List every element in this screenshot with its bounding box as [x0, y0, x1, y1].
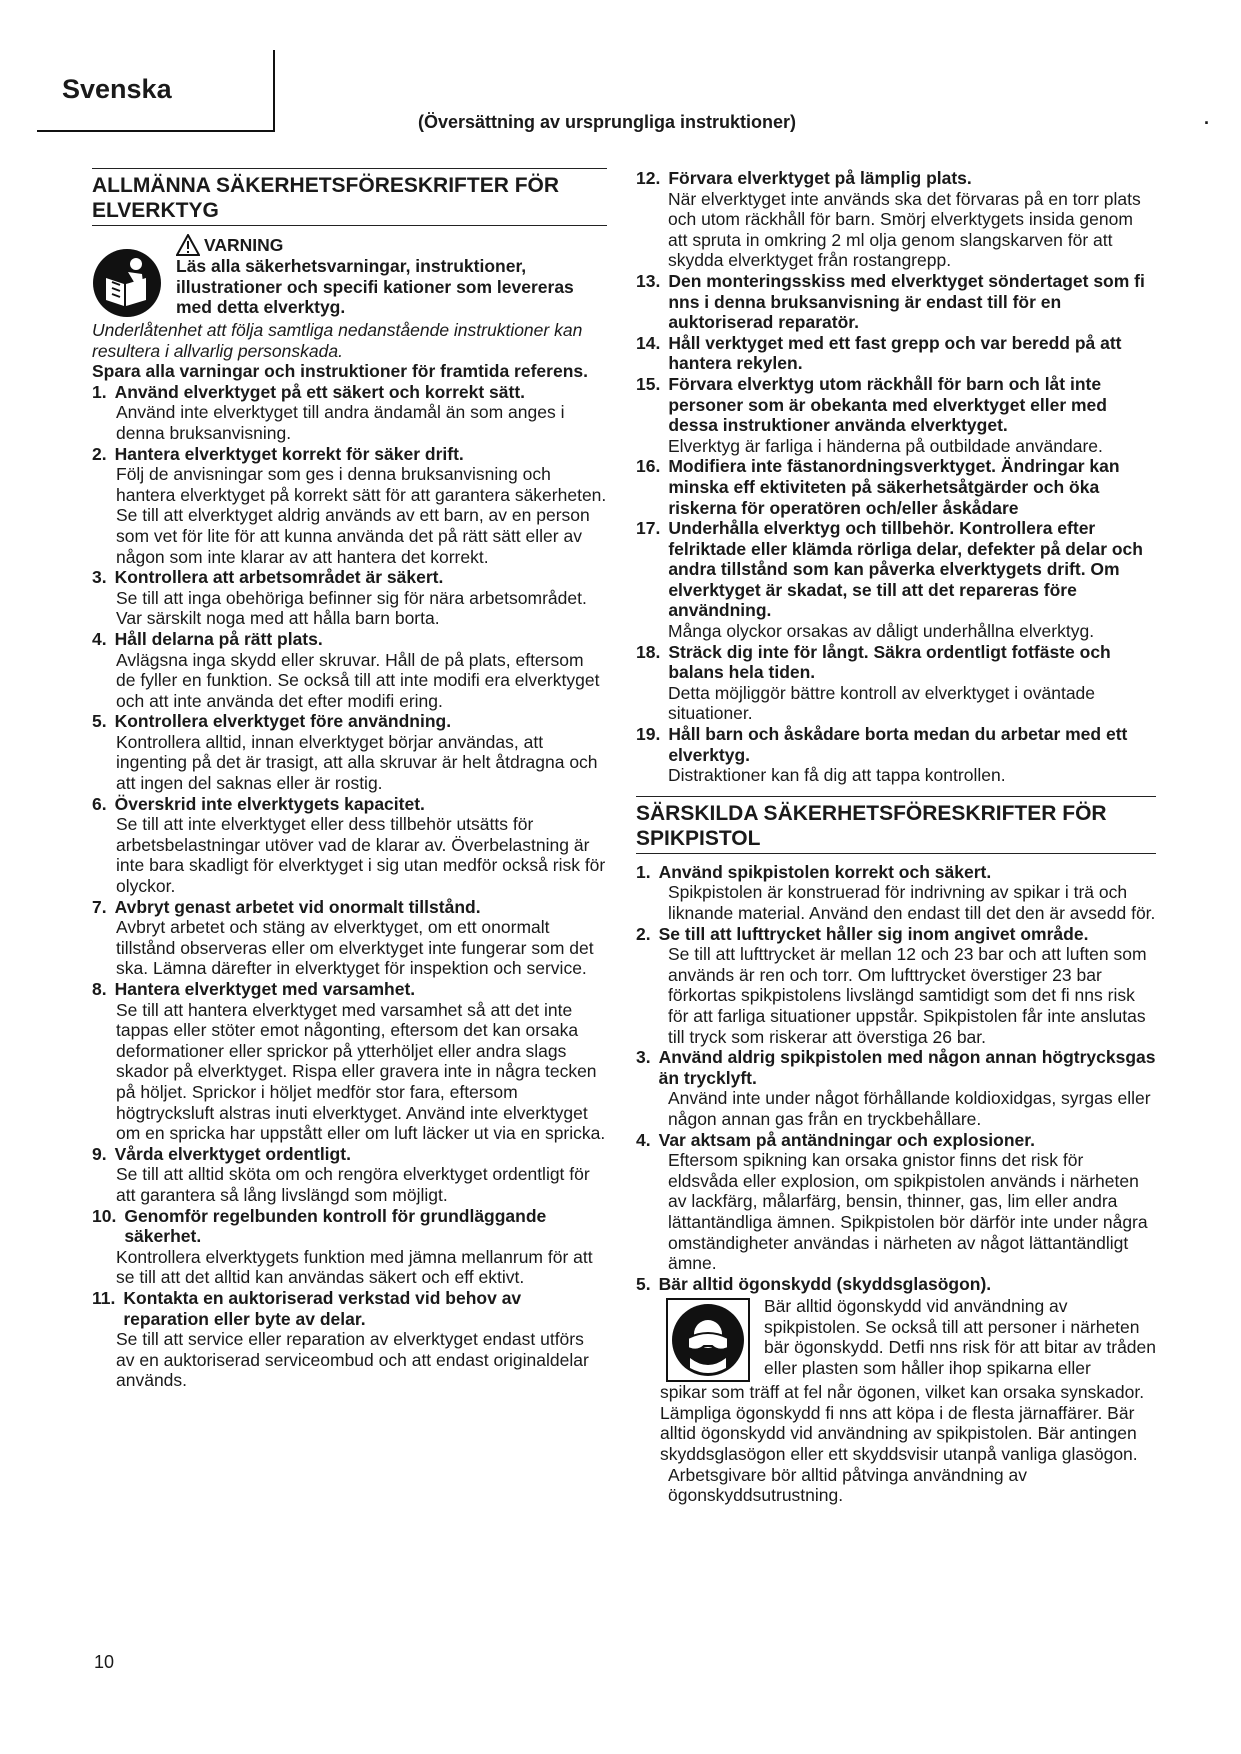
list-item-heading: Hantera elverktyget korrekt för säker drift. [114, 443, 464, 464]
right-item-list [636, 168, 1156, 786]
warning-heading [176, 234, 607, 256]
list-item-body: Elverktyg är farliga i händerna på outbildade användare. [668, 435, 1103, 456]
left-item-list [92, 382, 607, 1391]
list-item-number: 1. [636, 861, 651, 882]
list-item-head [92, 382, 607, 403]
list-item-number: 16. [636, 456, 661, 477]
list-item-heading: Vårda elverktyget ordentligt. [114, 1143, 351, 1164]
warning-label: VARNING [204, 234, 284, 255]
nailer-item-list [636, 862, 1156, 1274]
list-item-heading: Modifiera inte fästanordningsverktyget. Ändringar kan minska eff ektiviteten på säkerhetsåtgärder och öka riskerna för operatören och/eller åskådare [668, 456, 1120, 518]
list-item-head [636, 924, 1156, 945]
list-item-number: 2. [636, 923, 651, 944]
list-item-head [636, 168, 1156, 189]
item-5-employer-text: Arbetsgivare bör alltid påtvinga användning av ögonskyddsutrustning. [668, 1464, 1027, 1506]
list-item-body: Se till att hantera elverktyget med varsamhet så att det inte tappas eller stöter emot någonting, eftersom det kan orsaka deformationer eller sprickor på ytterhöljet eller andra slags skador på elverktyget. Rispa eller gravera inte in några tecken på höljet. Sprickor i höljet medför stor fara, eftersom högtrycksluft alstras inuti elverktyget. Använd inte elverktyget om en spricka har uppstått eller om luft läcker ut via en spricka. [116, 999, 606, 1144]
right-column [636, 168, 1156, 1506]
list-item-body: Se till att lufttrycket är mellan 12 och 23 bar och att luften som används är ren och torr. Om lufttrycket överstiger 23 bar förkortas spikpistolens livslängd samtidigt som det fi nns risk för att farliga situationer uppstår. Spikpistolen får inte anslutas till tryck som riskerar att överstiga 26 bar. [668, 944, 1147, 1047]
nailer-safety-title: SÄRSKILDA SÄKERHETSFÖRESKRIFTER FÖR SPIKPISTOL [636, 797, 1156, 854]
list-item-head [92, 567, 607, 588]
list-item-head [636, 724, 1156, 765]
intro-bold: Spara alla varningar och instruktioner för framtida referens. [92, 361, 588, 382]
list-item-number: 17. [636, 518, 661, 539]
list-item-heading: Se till att lufttrycket håller sig inom angivet område. [658, 923, 1089, 944]
list-item-heading: Genomför regelbunden kontroll för grundläggande säkerhet. [124, 1205, 547, 1247]
list-item-heading: Håll verktyget med ett fast grepp och var beredd på att hantera rekylen. [668, 332, 1122, 374]
list-item-body: Avlägsna inga skydd eller skruvar. Håll de på plats, eftersom de fyller en funktion. Se också till att inte modifi era elverktyget och att inte använda det efter modifi ering. [116, 649, 600, 711]
intro-italic: Underlåtenhet att följa samtliga nedanstående instruktioner kan resultera i allvarlig personskada. [92, 320, 583, 361]
item-5-rest-text: spikar som träff at fel når ögonen, vilket kan orsaka synskador. Lämpliga ögonskydd fi nns att köpa i de flesta järnaffärer. Bär alltid ögonskydd vid användning av spikpistolen. Bär antingen skyddsglasögon eller ett skyddsvisir utanpå vanliga glasögon. [660, 1382, 1145, 1465]
general-safety-title: ALLMÄNNA SÄKERHETSFÖRESKRIFTER FÖR ELVERKTYG [92, 169, 607, 226]
item-5-heading: Bär alltid ögonskydd (skyddsglasögon). [658, 1273, 992, 1294]
list-item-number: 1. [92, 381, 107, 402]
list-item-head [636, 518, 1156, 621]
item-5-side-text: Bär alltid ögonskydd vid användning av spikpistolen. Se också till att personer i närheten bär ögonskydd. Detfi nns risk för att bitar av tråden eller plasten som håller ihop spikarna eller [764, 1296, 1156, 1379]
list-item-number: 5. [92, 711, 107, 732]
warning-triangle-icon [176, 234, 200, 256]
list-item-number: 18. [636, 641, 661, 662]
list-item-head [92, 979, 607, 1000]
list-item-heading: Förvara elverktyget på lämplig plats. [668, 168, 972, 188]
list-item-body: Kontrollera elverktygets funktion med jämna mellanrum för att se till att det alltid kan användas säkert och eff ektivt. [116, 1246, 593, 1288]
list-item-number: 10. [92, 1205, 117, 1226]
language-label: Svenska [62, 74, 172, 104]
list-item-number: 11. [92, 1287, 116, 1308]
list-item-number: 12. [636, 168, 661, 188]
list-item-body: Se till att inga obehöriga befinner sig för nära arbetsområdet. Var särskilt noga med att hålla barn borta. [116, 587, 587, 629]
list-item-body: Följ de anvisningar som ges i denna bruksanvisning och hantera elverktyget på korrekt sätt för att garantera säkerheten. Se till att elverktyget aldrig används av ett barn, av en person som vet för lite för att kunna använda det på rätt sätt eller av någon som inte klarar av att hantera det korrekt. [116, 464, 607, 567]
left-column [92, 168, 607, 1391]
list-item-body: Se till att alltid sköta om och rengöra elverktyget ordentligt för att garantera så lång livslängd som möjligt. [116, 1164, 590, 1205]
read-manual-icon [92, 248, 162, 318]
list-item-head [636, 1047, 1156, 1088]
list-item-body: Eftersom spikning kan orsaka gnistor finns det risk för eldsvåda eller explosion, om spikpistolen används i närheten av lackfärg, målarfärg, bensin, thinner, gas, lim eller andra lättantändliga ämnen. Spikpistolen bör därför inte under några omständigheter användas i närheten av något lättantändligt ämne. [668, 1150, 1148, 1274]
list-item-body: Kontrollera alltid, innan elverktyget börjar användas, att ingenting på det är trasigt, att alla skruvar är helt åtdragna och att ingen del saknas eller är rostig. [116, 731, 598, 794]
list-item-head [92, 1206, 607, 1247]
list-item-number: 3. [636, 1047, 651, 1068]
list-item-head [92, 711, 607, 732]
list-item-heading: Kontrollera att arbetsområdet är säkert. [114, 567, 444, 588]
list-item-heading: Använd aldrig spikpistolen med någon annan högtrycksgas än trycklyft. [658, 1047, 1156, 1088]
list-item-head [636, 374, 1156, 436]
list-item-head [92, 444, 607, 465]
list-item-heading: Håll delarna på rätt plats. [114, 628, 323, 649]
list-item-heading: Håll barn och åskådare borta medan du arbetar med ett elverktyg. [668, 724, 1128, 765]
list-item-head [636, 333, 1156, 374]
list-item-heading: Underhålla elverktyg och tillbehör. Kontrollera efter felriktade eller klämda rörliga delar, defekter på delar och andra tillstånd som kan påverka elverktygets drift. Om elverktyget är skadat, se till att det repareras före användning. [668, 518, 1143, 621]
list-item-body: Avbryt arbetet och stäng av elverktyget, om ett onormalt tillstånd observeras eller om elverktyget inte fungerar som det ska. Lämna därefter in elverktyget för inspektion och service. [116, 917, 594, 979]
list-item-number: 2. [92, 443, 107, 464]
list-item-head [636, 456, 1156, 518]
list-item-number: 6. [92, 793, 107, 814]
list-item-heading: Avbryt genast arbetet vid onormalt tillstånd. [114, 896, 481, 917]
list-item-body: Många olyckor orsakas av dåligt underhållna elverktyg. [668, 621, 1095, 642]
list-item-body: Se till att inte elverktyget eller dess tillbehör utsätts för arbetsbelastningar utöver vad de klarar av. Överbelastning är inte bara skadligt för elverktyget i sig utan medför också risk för olyckor. [116, 814, 606, 897]
list-item-body: Spikpistolen är konstruerad för indrivning av spikar i trä och liknande material. Använd den endast till det den är avsedd för. [668, 882, 1156, 923]
translation-subtitle: (Översättning av ursprungliga instruktioner) [418, 112, 797, 132]
list-item-heading: Var aktsam på antändningar och explosioner. [658, 1129, 1035, 1150]
list-item-number: 7. [92, 896, 107, 917]
list-item-head [92, 1144, 607, 1165]
list-item-body: Använd inte under något förhållande koldioxidgas, syrgas eller någon annan gas från en tryckbehållare. [668, 1088, 1151, 1129]
list-item-body: Detta möjliggör bättre kontroll av elverktyget i oväntade situationer. [668, 682, 1096, 724]
list-item-head [92, 1288, 607, 1329]
page-number: 10 [94, 1652, 115, 1672]
list-item-body: Distraktioner kan få dig att tappa kontrollen. [668, 765, 1006, 786]
list-item-head [636, 862, 1156, 883]
list-item-body: När elverktyget inte används ska det förvaras på en torr plats och utom räckhåll för barn. Smörj elverktygets insida genom att spruta in omkring 2 ml olja genom slangskarven för att skydda elverktyget från rostangrepp. [668, 188, 1141, 271]
list-item-number: 3. [92, 567, 107, 588]
list-item-heading: Hantera elverktyget med varsamhet. [114, 979, 416, 999]
list-item-head [636, 642, 1156, 683]
item-5-number: 5. [636, 1273, 651, 1294]
list-item-number: 14. [636, 332, 661, 353]
list-item-head [92, 629, 607, 650]
list-item-head [92, 794, 607, 815]
list-item-heading: Förvara elverktyg utom räckhåll för barn och låt inte personer som är obekanta med elverktyget eller med dessa instruktioner använda elverktyget. [668, 373, 1107, 436]
warning-text: Läs alla säkerhetsvarningar, instruktioner, illustrationer och specifi kationer som levereras med detta elverktyg. [176, 256, 574, 318]
list-item-number: 9. [92, 1143, 107, 1164]
list-item-head [636, 1130, 1156, 1151]
list-item-body: Se till att service eller reparation av elverktyget endast utförs av en auktoriserad serviceombud och att endast originaldelar används. [116, 1329, 589, 1391]
list-item-heading: Använd spikpistolen korrekt och säkert. [658, 861, 992, 882]
list-item-head [636, 271, 1156, 333]
list-item-heading: Kontakta en auktoriserad verkstad vid behov av reparation eller byte av delar. [123, 1287, 522, 1329]
goggle-block [636, 1296, 1156, 1382]
list-item-number: 4. [636, 1129, 651, 1150]
list-item-body: Använd inte elverktyget till andra ändamål än som anges i denna bruksanvisning. [116, 402, 565, 443]
list-item-heading: Sträck dig inte för långt. Säkra ordentligt fotfäste och balans hela tiden. [668, 641, 1111, 683]
list-item-heading: Använd elverktyget på ett säkert och korrekt sätt. [114, 381, 526, 402]
list-item-number: 4. [92, 628, 107, 649]
header-dot: . [1204, 108, 1210, 128]
list-item-number: 8. [92, 979, 107, 999]
list-item-head [92, 897, 607, 918]
list-item-heading: Den monteringsskiss med elverktyget söndertaget som fi nns i denna bruksanvisning är endast till för en auktoriserad reparatör. [668, 270, 1145, 333]
list-item-heading: Överskrid inte elverktygets kapacitet. [114, 793, 425, 814]
item-5-head [636, 1274, 1156, 1295]
warning-block [92, 234, 607, 318]
list-item-number: 19. [636, 724, 661, 745]
list-item-number: 15. [636, 373, 661, 394]
list-item-number: 13. [636, 270, 661, 291]
list-item-heading: Kontrollera elverktyget före användning. [114, 711, 452, 732]
eye-protection-icon [666, 1298, 750, 1382]
